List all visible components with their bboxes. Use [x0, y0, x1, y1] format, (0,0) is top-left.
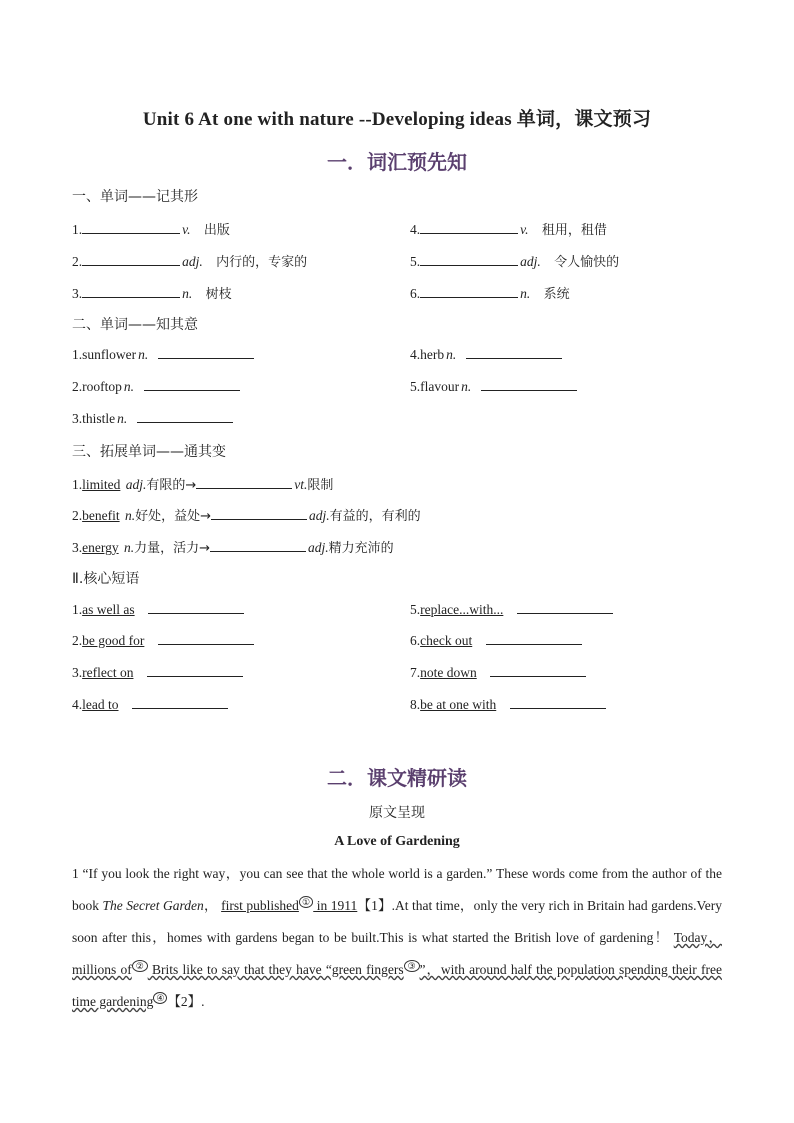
answer-blank[interactable]	[517, 601, 613, 614]
answer-blank[interactable]	[82, 253, 180, 266]
answer-blank[interactable]	[490, 664, 586, 677]
phrase-item-4: 4.lead to	[72, 696, 228, 713]
book-title: The Secret Garden	[102, 898, 204, 913]
part2-title: 二、单词——知其意	[72, 317, 198, 333]
vocab-item-2: 2. adj. 内行的，专家的	[72, 254, 308, 270]
part3-title: 三、拓展单词——通其变	[72, 444, 226, 460]
answer-blank[interactable]	[137, 410, 233, 423]
part4-title: Ⅱ.核心短语	[72, 571, 140, 587]
note-marker-1[interactable]: ①	[299, 896, 313, 908]
answer-blank[interactable]	[82, 221, 180, 234]
answer-blank[interactable]	[147, 664, 243, 677]
meaning-item-3: 3.thistle n.	[72, 410, 233, 427]
phrase-item-6: 6.check out	[410, 632, 582, 649]
section2-heading: 二．课文精研读	[327, 766, 467, 790]
answer-blank[interactable]	[210, 539, 306, 552]
derivation-item-3: 3.energy n.力量，活力→ adj.精力充沛的	[72, 540, 394, 556]
vocab-item-3: 3. n. 树枝	[72, 286, 232, 302]
page-title: Unit 6 At one with nature --Developing ideas 单词，课文预习	[142, 109, 652, 130]
answer-blank[interactable]	[420, 221, 518, 234]
phrase-item-1: 1.as well as	[72, 601, 244, 618]
answer-blank[interactable]	[420, 253, 518, 266]
answer-blank[interactable]	[148, 601, 244, 614]
section2-subheading: 原文呈现	[369, 805, 425, 821]
phrase-item-5: 5.replace...with...	[410, 601, 613, 618]
meaning-item-4: 4.herb n.	[410, 346, 562, 363]
note-marker-2[interactable]: ②	[132, 960, 148, 972]
answer-blank[interactable]	[420, 285, 518, 298]
phrase-item-3: 3.reflect on	[72, 664, 243, 681]
phrase-item-8: 8.be at one with	[410, 696, 606, 713]
article-title: A Love of Gardening	[334, 834, 460, 849]
phrase-item-2: 2.be good for	[72, 632, 254, 649]
vocab-item-6: 6. n. 系统	[410, 286, 570, 302]
note-marker-4[interactable]: ④	[153, 992, 167, 1004]
note-marker-3[interactable]: ③	[404, 960, 420, 972]
answer-blank[interactable]	[486, 632, 582, 645]
phrase-item-7: 7.note down	[410, 664, 586, 681]
answer-blank[interactable]	[211, 507, 307, 520]
meaning-item-5: 5.flavour n.	[410, 378, 577, 395]
answer-blank[interactable]	[158, 346, 254, 359]
vocab-item-5: 5. adj. 令人愉快的	[410, 254, 620, 270]
vocab-item-1: 1. v. 出版	[72, 222, 230, 238]
answer-blank[interactable]	[466, 346, 562, 359]
article-paragraph-1: 1 “If you look the right way，you can see that the whole world is a garden.” These words come from the author of the book The Secret Garden， first published ① in 1911【1】.At that time，only the very rich in Britain had gardens.Very soon after this，homes with gardens began to be built.This is what started the British love of gardening！ Today，millions of ② Brits like to say that they have “green fingers ③ ”，with around half the population spending their free time gardening ④ 【2】.	[72, 866, 723, 1009]
answer-blank[interactable]	[196, 476, 292, 489]
derivation-item-1: 1.limited adj.有限的→ vt.限制	[72, 477, 334, 493]
answer-blank[interactable]	[158, 632, 254, 645]
vocab-item-4: 4. v. 租用，租借	[410, 222, 607, 238]
derivation-item-2: 2.benefit n.好处，益处→ adj.有益的，有利的	[72, 508, 421, 524]
answer-blank[interactable]	[144, 378, 240, 391]
answer-blank[interactable]	[481, 378, 577, 391]
part1-title: 一、单词——记其形	[72, 189, 198, 205]
meaning-item-2: 2.rooftop n.	[72, 378, 240, 395]
answer-blank[interactable]	[132, 696, 228, 709]
section1-heading: 一．词汇预先知	[327, 150, 467, 174]
answer-blank[interactable]	[82, 285, 180, 298]
answer-blank[interactable]	[510, 696, 606, 709]
meaning-item-1: 1.sunflower n.	[72, 346, 254, 363]
